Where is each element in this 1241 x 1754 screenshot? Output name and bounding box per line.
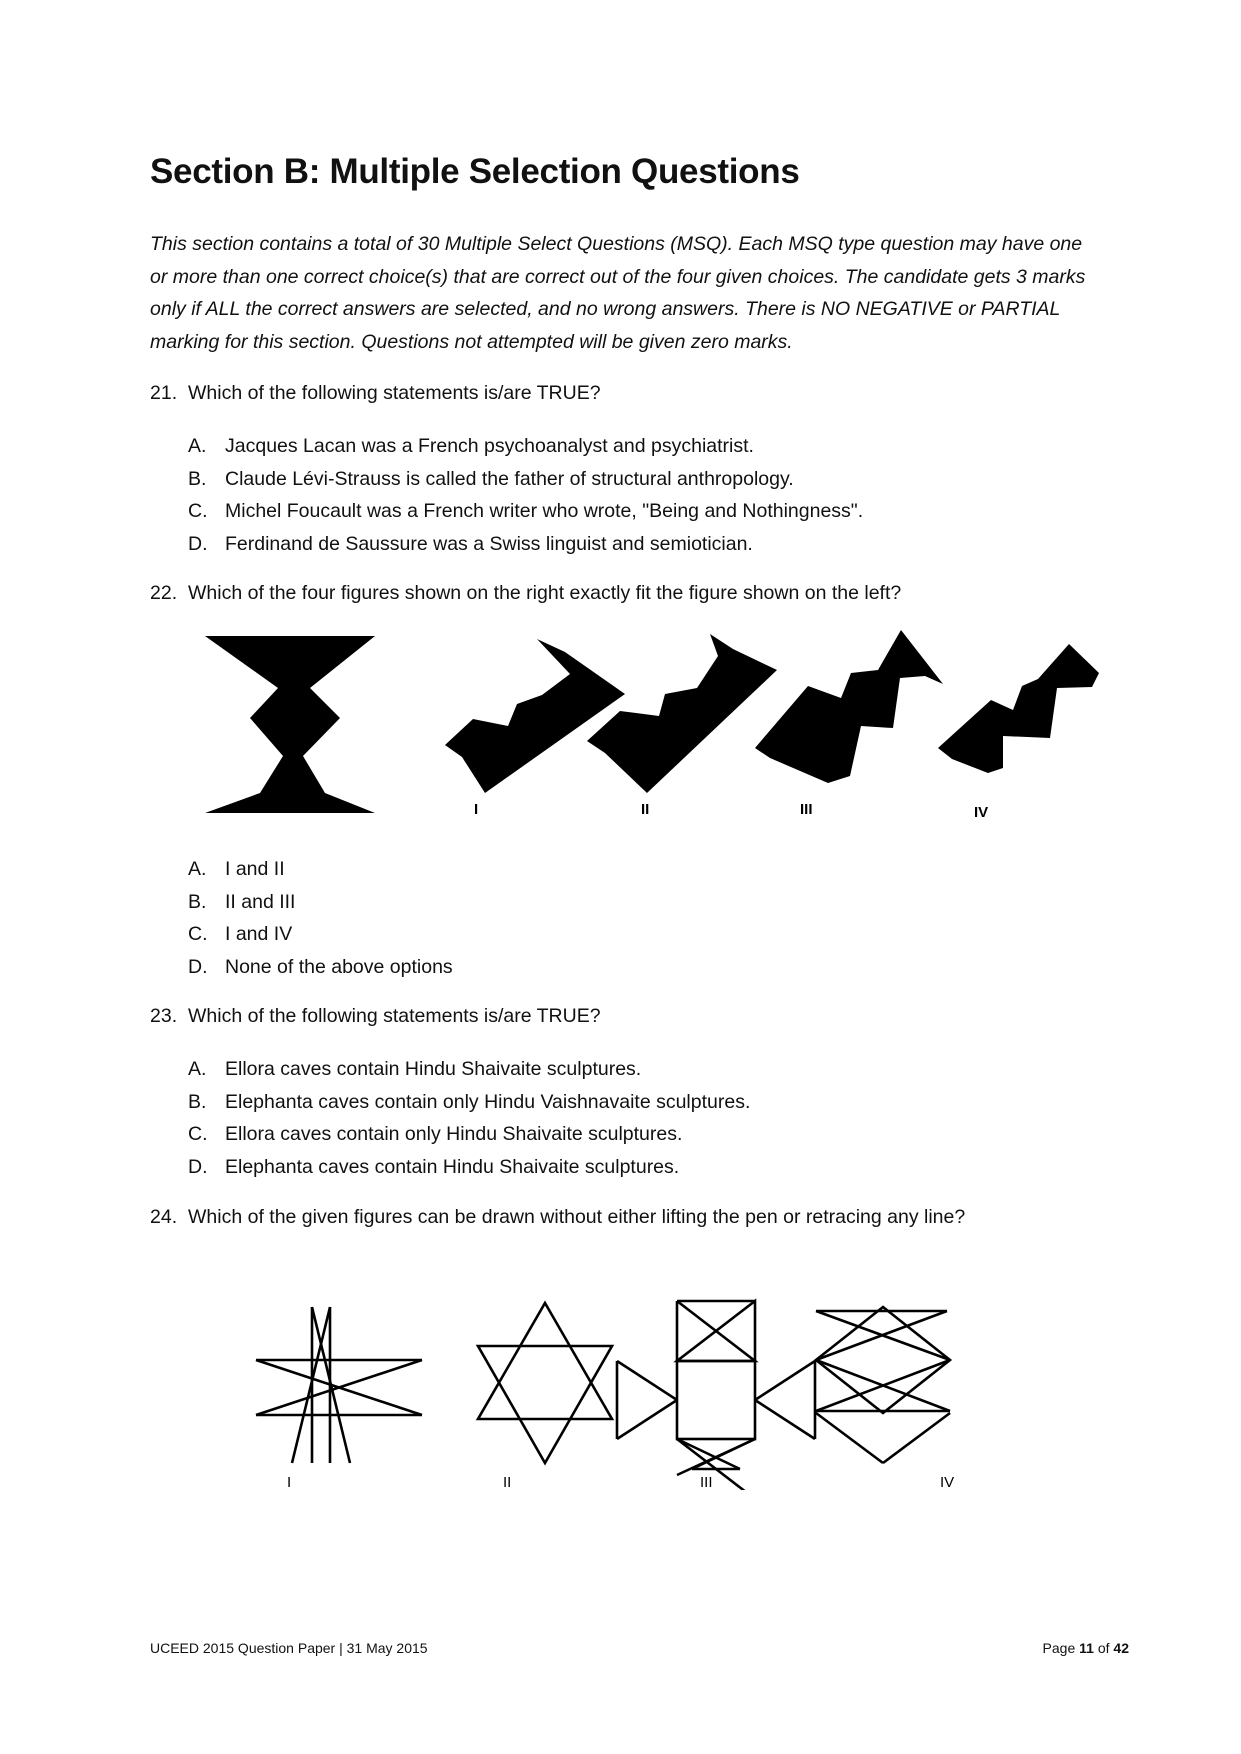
piece-figure-i xyxy=(445,639,625,793)
option-d xyxy=(188,1155,750,1188)
option-letter: B. xyxy=(188,467,207,490)
option-text: Michel Foucault was a French writer who wrote, "Being and Nothingness". xyxy=(225,500,864,522)
option-letter: B. xyxy=(188,890,207,913)
option-letter: C. xyxy=(188,1123,208,1145)
question-text: Which of the following statements is/are TRUE? xyxy=(188,382,601,404)
option-text: Ferdinand de Saussure was a Swiss linguist and semiotician. xyxy=(225,532,753,555)
page-current: 11 xyxy=(1079,1640,1094,1656)
figure-label-iv: IV xyxy=(940,1474,955,1490)
figure-label-ii: II xyxy=(503,1474,512,1490)
question-22-options xyxy=(188,857,453,987)
option-letter: D. xyxy=(188,532,208,555)
page-of: of xyxy=(1093,1640,1114,1656)
option-a xyxy=(188,857,453,890)
option-text: II and III xyxy=(225,890,296,913)
line-figure-iv xyxy=(816,1307,950,1463)
line-figure-i xyxy=(256,1307,422,1463)
option-text: Claude Lévi-Strauss is called the father of structural anthropology. xyxy=(225,467,794,490)
question-text: Which of the given figures can be drawn without either lifting the pen or retracing any line? xyxy=(188,1206,966,1228)
option-letter: B. xyxy=(188,1090,207,1113)
question-22-figure xyxy=(195,628,1115,828)
option-letter: A. xyxy=(188,858,207,880)
question-number: 24. xyxy=(150,1206,178,1228)
option-text: Elephanta caves contain Hindu Shaivaite sculptures. xyxy=(225,1155,680,1178)
reference-shape xyxy=(205,636,375,813)
figure-label-i: I xyxy=(287,1474,292,1490)
option-text: Ellora caves contain only Hindu Shaivaite sculptures. xyxy=(225,1123,683,1145)
question-24 xyxy=(150,1205,965,1229)
page-total: 42 xyxy=(1113,1640,1129,1656)
question-23-options xyxy=(188,1057,750,1187)
figure-label-ii: II xyxy=(641,801,650,818)
question-22 xyxy=(150,581,901,605)
option-text: Jacques Lacan was a French psychoanalyst and psychiatrist. xyxy=(225,435,754,457)
question-text: Which of the four figures shown on the right exactly fit the figure shown on the left? xyxy=(188,582,902,604)
figure-label-i: I xyxy=(474,801,479,818)
question-number: 21. xyxy=(150,382,178,404)
page-prefix: Page xyxy=(1042,1640,1080,1656)
section-title: Section B: Multiple Selection Questions xyxy=(150,152,800,191)
option-c xyxy=(188,1122,750,1155)
option-c xyxy=(188,499,863,532)
question-21-options xyxy=(188,434,863,564)
line-figure-iii xyxy=(617,1301,815,1490)
footer-left: UCEED 2015 Question Paper | 31 May 2015 xyxy=(150,1640,428,1656)
option-text: Elephanta caves contain only Hindu Vaishnavaite sculptures. xyxy=(225,1090,751,1113)
option-b xyxy=(188,890,453,923)
option-letter: A. xyxy=(188,1058,207,1080)
option-letter: D. xyxy=(188,955,208,978)
figure-label-iv: IV xyxy=(974,804,989,821)
option-b xyxy=(188,1090,750,1123)
question-number: 22. xyxy=(150,582,178,604)
figure-label-iii: III xyxy=(800,801,813,818)
option-letter: C. xyxy=(188,500,208,522)
piece-figure-iv xyxy=(938,644,1099,773)
question-number: 23. xyxy=(150,1005,178,1027)
option-b xyxy=(188,467,863,500)
option-c xyxy=(188,922,453,955)
question-23 xyxy=(150,1004,601,1028)
option-text: I and IV xyxy=(225,923,293,945)
piece-figure-iii xyxy=(755,630,943,783)
option-d xyxy=(188,955,453,988)
option-d xyxy=(188,532,863,565)
page-number xyxy=(1043,1640,1129,1656)
piece-figure-ii xyxy=(587,634,777,793)
option-a xyxy=(188,434,863,467)
option-text: I and II xyxy=(225,858,285,880)
question-21 xyxy=(150,381,601,405)
option-text: None of the above options xyxy=(225,955,453,978)
figure-label-iii: III xyxy=(700,1474,713,1490)
question-text: Which of the following statements is/are TRUE? xyxy=(188,1005,601,1027)
option-letter: D. xyxy=(188,1155,208,1178)
option-a xyxy=(188,1057,750,1090)
question-24-figure xyxy=(250,1295,1070,1490)
option-text: Ellora caves contain Hindu Shaivaite sculptures. xyxy=(225,1058,642,1080)
option-letter: A. xyxy=(188,435,207,457)
section-instructions: This section contains a total of 30 Multiple Select Questions (MSQ). Each MSQ type question may have one or more than one correct choice(s) that are correct out of the four given choices. The candidate gets 3 marks only if ALL the correct answers are selected, and no wrong answers. There is NO NEGATIVE or PARTIAL marking for this section. Questions not attempted will be given zero marks. xyxy=(150,233,1086,353)
line-figure-ii xyxy=(478,1303,612,1463)
option-letter: C. xyxy=(188,923,208,945)
